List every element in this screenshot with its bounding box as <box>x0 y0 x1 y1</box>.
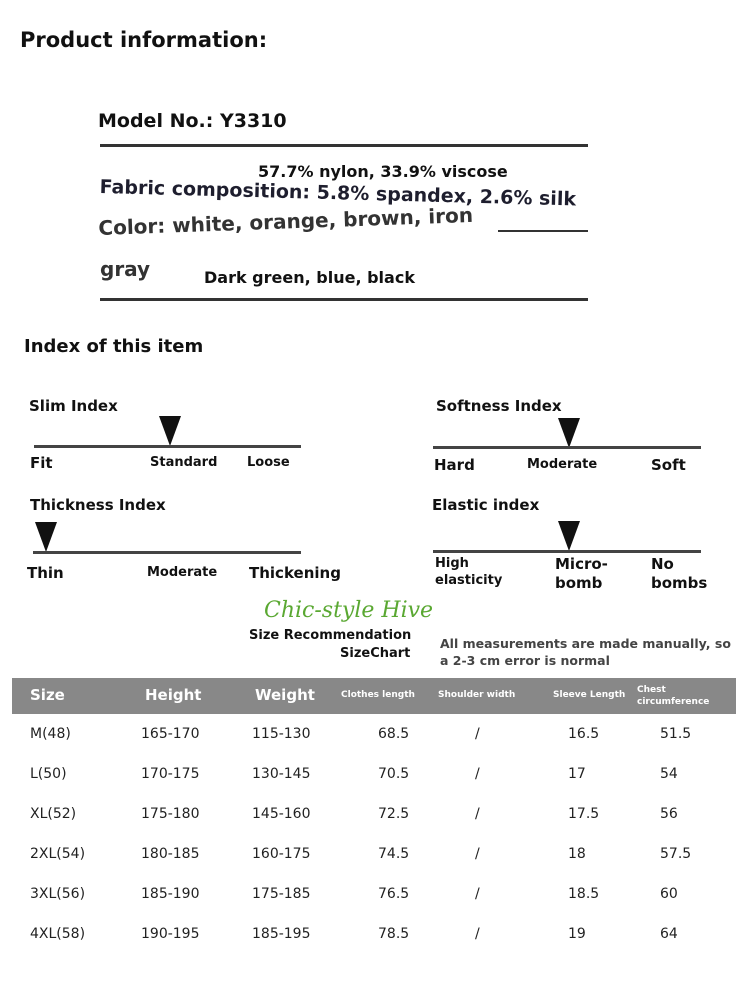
divider <box>498 230 588 232</box>
cell-shoulder-width: / <box>475 886 480 902</box>
cell-chest: 51.5 <box>660 726 692 742</box>
cell-size: XL(52) <box>30 806 77 822</box>
slim-tick-fit: Fit <box>30 454 53 472</box>
cell-shoulder-width: / <box>475 806 480 822</box>
slim-index-label: Slim Index <box>29 397 118 415</box>
size-chart-label: SizeChart <box>340 646 411 661</box>
thickness-tick-moderate: Moderate <box>147 565 218 580</box>
cell-chest: 57.5 <box>660 846 692 862</box>
elastic-scale <box>433 550 701 553</box>
cell-weight: 160-175 <box>252 846 311 862</box>
table-row <box>12 876 736 916</box>
page-title: Product information: <box>20 28 268 52</box>
softness-tick-soft: Soft <box>651 456 686 474</box>
thickness-pointer-icon <box>35 522 57 552</box>
fabric-composition-line2: Fabric composition: 5.8% spandex, 2.6% silk <box>99 176 577 211</box>
cell-size: 2XL(54) <box>30 846 86 862</box>
cell-sleeve-length: 18.5 <box>568 886 600 902</box>
size-recommendation-label: Size Recommendation <box>249 628 412 643</box>
cell-clothes-length: 68.5 <box>378 726 410 742</box>
cell-clothes-length: 76.5 <box>378 886 410 902</box>
cell-sleeve-length: 18 <box>568 846 586 862</box>
color-line2: gray <box>100 257 151 281</box>
softness-tick-hard: Hard <box>434 456 475 474</box>
divider <box>100 298 588 301</box>
elastic-tick-no: No <box>651 555 674 573</box>
table-row <box>12 796 736 836</box>
elastic-index-label: Elastic index <box>432 496 540 514</box>
slim-pointer-icon <box>159 416 181 446</box>
thickness-scale <box>33 551 301 554</box>
elastic-tick-elasticity: elasticity <box>435 573 503 588</box>
cell-height: 165-170 <box>141 726 200 742</box>
cell-size: M(48) <box>30 726 71 742</box>
cell-height: 170-175 <box>141 766 200 782</box>
cell-size: L(50) <box>30 766 67 782</box>
cell-sleeve-length: 16.5 <box>568 726 600 742</box>
cell-chest: 64 <box>660 926 678 942</box>
thickness-tick-thickening: Thickening <box>249 564 341 582</box>
thickness-index-label: Thickness Index <box>30 496 166 514</box>
cell-chest: 54 <box>660 766 678 782</box>
cell-sleeve-length: 17 <box>568 766 586 782</box>
cell-height: 180-185 <box>141 846 200 862</box>
color-line3: Dark green, blue, black <box>204 268 415 287</box>
color-line1: Color: white, orange, brown, iron <box>98 202 474 240</box>
softness-pointer-icon <box>558 418 580 448</box>
softness-index-label: Softness Index <box>436 397 562 415</box>
elastic-tick-micro: Micro- <box>555 555 608 573</box>
slim-tick-standard: Standard <box>150 455 218 470</box>
cell-size: 3XL(56) <box>30 886 86 902</box>
cell-clothes-length: 70.5 <box>378 766 410 782</box>
fabric-composition-line1: 57.7% nylon, 33.9% viscose <box>258 162 508 181</box>
table-row <box>12 916 736 956</box>
table-header <box>12 678 736 714</box>
table-row <box>12 716 736 756</box>
elastic-tick-bomb: bomb <box>555 574 603 592</box>
brand-logo: Chic-style Hive <box>264 598 434 623</box>
index-title: Index of this item <box>24 336 204 357</box>
divider <box>100 144 588 147</box>
col-clothes-length: Clothes length <box>341 690 415 700</box>
table-row <box>12 836 736 876</box>
elastic-pointer-icon <box>558 521 580 551</box>
cell-clothes-length: 72.5 <box>378 806 410 822</box>
cell-sleeve-length: 17.5 <box>568 806 600 822</box>
cell-shoulder-width: / <box>475 766 480 782</box>
col-weight: Weight <box>255 686 315 704</box>
cell-chest: 56 <box>660 806 678 822</box>
col-sleeve-length: Sleeve Length <box>553 690 626 700</box>
col-shoulder-width: Shoulder width <box>438 690 516 700</box>
softness-tick-moderate: Moderate <box>527 457 598 472</box>
cell-weight: 175-185 <box>252 886 311 902</box>
col-height: Height <box>145 686 202 704</box>
elastic-tick-bombs: bombs <box>651 574 708 592</box>
cell-height: 190-195 <box>141 926 200 942</box>
measurement-note: All measurements are made manually, so a 2-3 cm error is normal <box>440 636 731 668</box>
table-row <box>12 756 736 796</box>
cell-shoulder-width: / <box>475 726 480 742</box>
cell-shoulder-width: / <box>475 846 480 862</box>
model-number: Model No.: Y3310 <box>98 110 287 132</box>
cell-weight: 145-160 <box>252 806 311 822</box>
cell-sleeve-length: 19 <box>568 926 586 942</box>
cell-height: 185-190 <box>141 886 200 902</box>
cell-chest: 60 <box>660 886 678 902</box>
col-chest <box>637 684 709 708</box>
thickness-tick-thin: Thin <box>27 564 64 582</box>
softness-scale <box>433 446 701 449</box>
cell-weight: 130-145 <box>252 766 311 782</box>
cell-clothes-length: 74.5 <box>378 846 410 862</box>
cell-shoulder-width: / <box>475 926 480 942</box>
col-size: Size <box>30 686 65 704</box>
cell-size: 4XL(58) <box>30 926 86 942</box>
col-chest-line2: circumference <box>637 697 710 707</box>
cell-weight: 115-130 <box>252 726 311 742</box>
cell-clothes-length: 78.5 <box>378 926 410 942</box>
cell-weight: 185-195 <box>252 926 311 942</box>
cell-height: 175-180 <box>141 806 200 822</box>
slim-tick-loose: Loose <box>247 455 290 470</box>
col-chest-line1: Chest <box>637 685 666 695</box>
elastic-tick-high: High <box>435 556 469 571</box>
slim-scale <box>34 445 301 448</box>
